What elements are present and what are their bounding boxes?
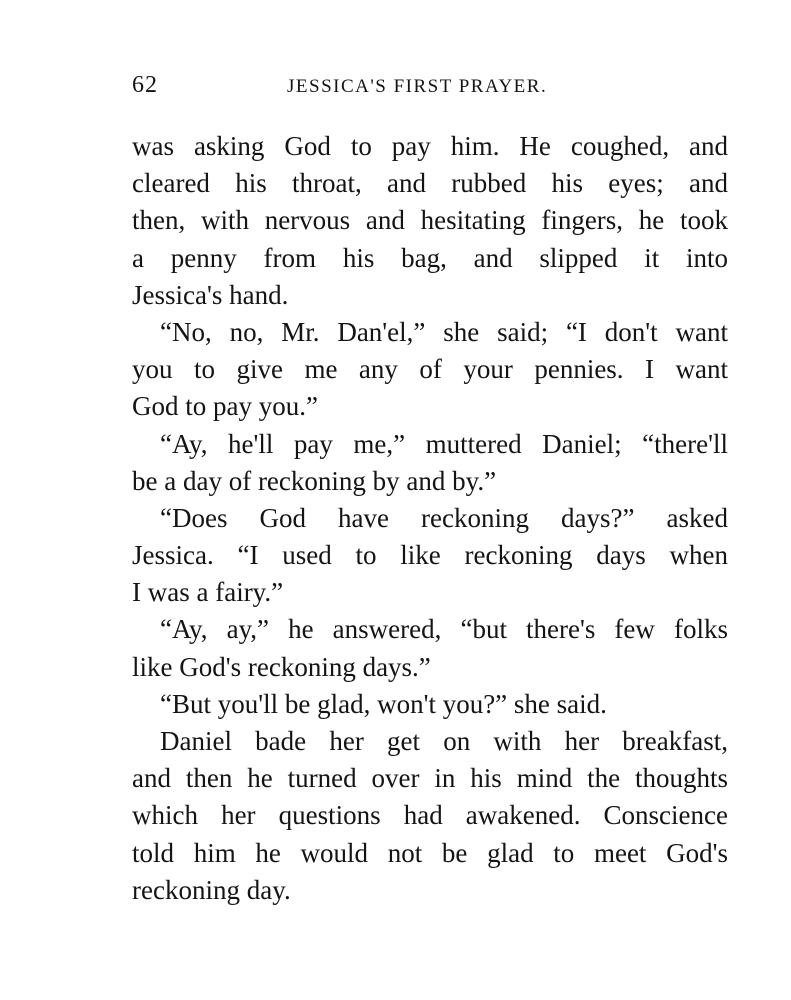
page-number: 62 — [132, 72, 158, 98]
text-line: which her questions had awakened. Conscience — [132, 800, 728, 831]
text-line: like God's reckoning days.” — [132, 651, 431, 682]
text-line: “But you'll be glad, won't you?” she said. — [160, 688, 607, 719]
text-line: God to pay you.” — [132, 391, 318, 422]
text-line: reckoning day. — [132, 874, 291, 905]
text-line: “No, no, Mr. Dan'el,” she said; “I don't want — [160, 316, 728, 347]
text-line: then, with nervous and hesitating fingers, he took — [132, 205, 728, 236]
page-header — [132, 72, 728, 108]
text-line: Jessica's hand. — [132, 279, 289, 310]
body-text — [132, 128, 728, 909]
text-line: I was a fairy.” — [132, 577, 284, 608]
text-line: be a day of reckoning by and by.” — [132, 465, 497, 496]
text-line: cleared his throat, and rubbed his eyes; and — [132, 168, 728, 199]
text-line: a penny from his bag, and slipped it into — [132, 242, 728, 273]
text-line: you to give me any of your pennies. I want — [132, 354, 728, 385]
text-line: told him he would not be glad to meet God's — [132, 837, 728, 868]
text-line: Daniel bade her get on with her breakfast, — [160, 726, 728, 756]
text-line: “Ay, he'll pay me,” muttered Daniel; “there'll — [160, 428, 728, 459]
text-line: “Ay, ay,” he answered, “but there's few folks — [160, 614, 728, 645]
text-line: “Does God have reckoning days?” asked — [160, 502, 728, 533]
text-line: Jessica. “I used to like reckoning days when — [132, 540, 728, 571]
text-line: and then he turned over in his mind the thoughts — [132, 763, 728, 794]
text-line: was asking God to pay him. He coughed, and — [132, 131, 728, 161]
running-head: JESSICA'S FIRST PRAYER. — [287, 76, 548, 97]
